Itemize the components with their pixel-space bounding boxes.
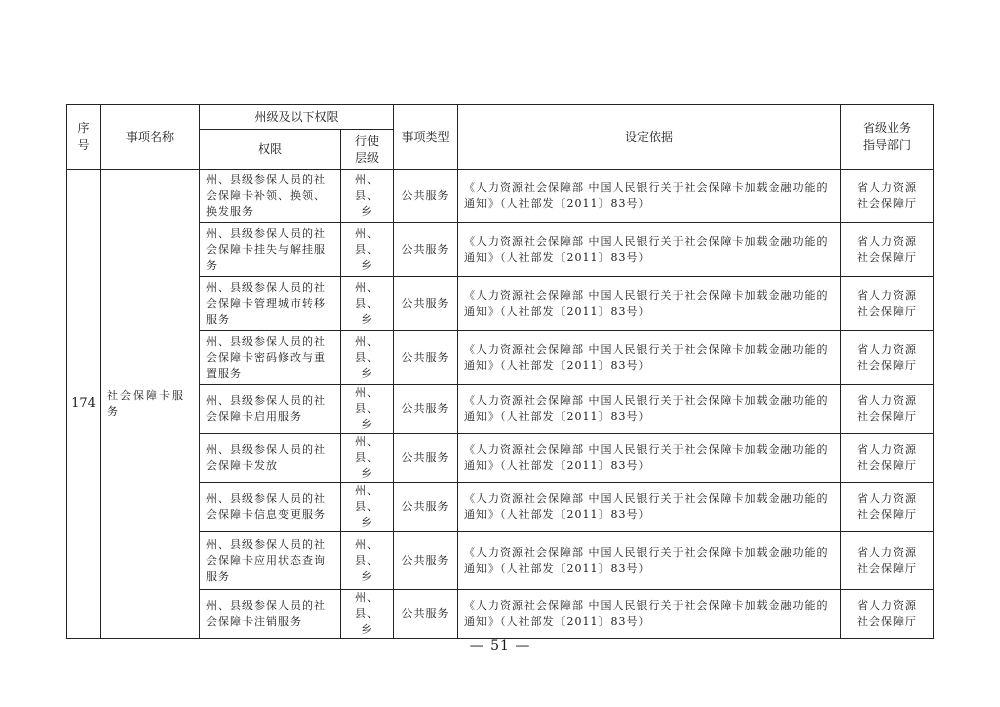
exercise-level-cell: 州、县、乡 [341, 434, 394, 483]
item-type-cell: 公共服务 [394, 483, 458, 532]
header-exercise-level: 行使层级 [341, 130, 394, 170]
table-body [67, 170, 934, 639]
item-type-cell: 公共服务 [394, 434, 458, 483]
exercise-level-cell: 州、县、乡 [341, 331, 394, 385]
provincial-dept-cell: 省人力资源社会保障厅 [841, 532, 934, 590]
exercise-level-cell: 州、县、乡 [341, 170, 394, 223]
authority-cell: 州、县级参保人员的社会保障卡信息变更服务 [200, 483, 341, 532]
authority-cell: 州、县级参保人员的社会保障卡管理城市转移服务 [200, 277, 341, 331]
provincial-dept-cell: 省人力资源社会保障厅 [841, 331, 934, 385]
provincial-dept-cell: 省人力资源社会保障厅 [841, 483, 934, 532]
basis-cell: 《人力资源社会保障部 中国人民银行关于社会保障卡加载金融功能的通知》（人社部发〔2011〕83号） [458, 590, 841, 639]
basis-cell: 《人力资源社会保障部 中国人民银行关于社会保障卡加载金融功能的通知》（人社部发〔2011〕83号） [458, 483, 841, 532]
item-type-cell: 公共服务 [394, 277, 458, 331]
basis-cell: 《人力资源社会保障部 中国人民银行关于社会保障卡加载金融功能的通知》（人社部发〔2011〕83号） [458, 532, 841, 590]
provincial-dept-cell: 省人力资源社会保障厅 [841, 223, 934, 277]
header-provincial-dept: 省级业务指导部门 [841, 105, 934, 170]
authority-cell: 州、县级参保人员的社会保障卡发放 [200, 434, 341, 483]
header-state-level: 州级及以下权限 [200, 105, 394, 130]
authority-cell: 州、县级参保人员的社会保障卡注销服务 [200, 590, 341, 639]
exercise-level-cell: 州、县、乡 [341, 590, 394, 639]
table-row [67, 170, 934, 223]
basis-cell: 《人力资源社会保障部 中国人民银行关于社会保障卡加载金融功能的通知》（人社部发〔2011〕83号） [458, 223, 841, 277]
provincial-dept-cell: 省人力资源社会保障厅 [841, 434, 934, 483]
authority-cell: 州、县级参保人员的社会保障卡密码修改与重置服务 [200, 331, 341, 385]
basis-cell: 《人力资源社会保障部 中国人民银行关于社会保障卡加载金融功能的通知》（人社部发〔2011〕83号） [458, 385, 841, 434]
authority-cell: 州、县级参保人员的社会保障卡挂失与解挂服务 [200, 223, 341, 277]
exercise-level-cell: 州、县、乡 [341, 532, 394, 590]
item-type-cell: 公共服务 [394, 590, 458, 639]
header-basis: 设定依据 [458, 105, 841, 170]
basis-cell: 《人力资源社会保障部 中国人民银行关于社会保障卡加载金融功能的通知》（人社部发〔2011〕83号） [458, 277, 841, 331]
item-type-cell: 公共服务 [394, 385, 458, 434]
authority-cell: 州、县级参保人员的社会保障卡启用服务 [200, 385, 341, 434]
basis-cell: 《人力资源社会保障部 中国人民银行关于社会保障卡加载金融功能的通知》（人社部发〔2011〕83号） [458, 434, 841, 483]
item-type-cell: 公共服务 [394, 170, 458, 223]
seq-number: 174 [67, 170, 101, 639]
exercise-level-cell: 州、县、乡 [341, 483, 394, 532]
basis-cell: 《人力资源社会保障部 中国人民银行关于社会保障卡加载金融功能的通知》（人社部发〔2011〕83号） [458, 331, 841, 385]
header-seq: 序号 [67, 105, 101, 170]
provincial-dept-cell: 省人力资源社会保障厅 [841, 170, 934, 223]
page-number: — 51 — [469, 638, 531, 654]
item-type-cell: 公共服务 [394, 532, 458, 590]
header-item-name: 事项名称 [101, 105, 200, 170]
exercise-level-cell: 州、县、乡 [341, 223, 394, 277]
item-name: 社会保障卡服务 [101, 170, 200, 639]
exercise-level-cell: 州、县、乡 [341, 277, 394, 331]
provincial-dept-cell: 省人力资源社会保障厅 [841, 277, 934, 331]
header-authority: 权限 [200, 130, 341, 170]
item-type-cell: 公共服务 [394, 223, 458, 277]
header-item-type: 事项类型 [394, 105, 458, 170]
item-type-cell: 公共服务 [394, 331, 458, 385]
authority-cell: 州、县级参保人员的社会保障卡补领、换领、换发服务 [200, 170, 341, 223]
basis-cell: 《人力资源社会保障部 中国人民银行关于社会保障卡加载金融功能的通知》（人社部发〔2011〕83号） [458, 170, 841, 223]
item-table [66, 104, 934, 639]
provincial-dept-cell: 省人力资源社会保障厅 [841, 590, 934, 639]
exercise-level-cell: 州、县、乡 [341, 385, 394, 434]
provincial-dept-cell: 省人力资源社会保障厅 [841, 385, 934, 434]
authority-cell: 州、县级参保人员的社会保障卡应用状态查询服务 [200, 532, 341, 590]
